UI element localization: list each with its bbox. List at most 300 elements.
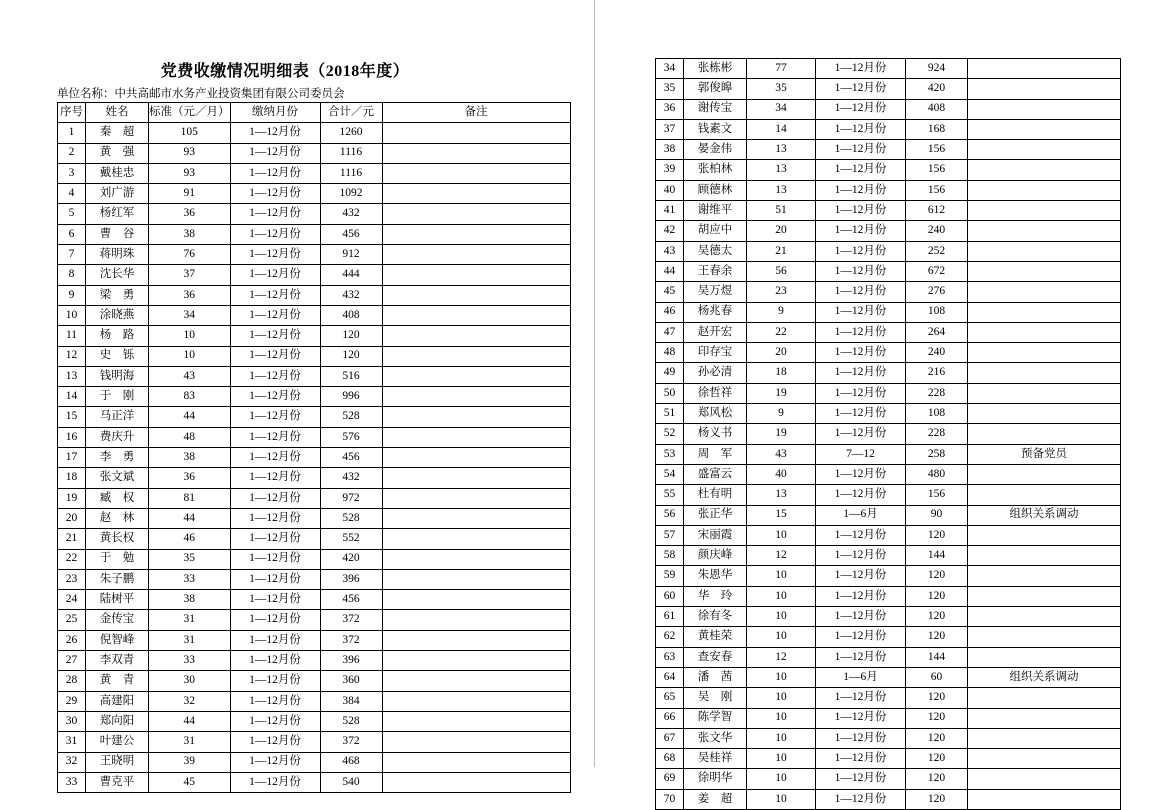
table-row	[58, 691, 571, 711]
cell-standard: 10	[747, 769, 816, 789]
cell-standard: 19	[747, 383, 816, 403]
cell-month: 1—12月份	[816, 688, 906, 708]
cell-note	[382, 346, 570, 366]
cell-standard: 10	[747, 586, 816, 606]
cell-name: 吴 刚	[684, 688, 747, 708]
table-row	[656, 627, 1121, 647]
cell-note	[968, 404, 1121, 424]
cell-note	[382, 711, 570, 731]
cell-note	[968, 59, 1121, 79]
cell-month: 1—12月份	[816, 302, 906, 322]
cell-note	[382, 752, 570, 772]
cell-seq: 50	[656, 383, 684, 403]
cell-note	[968, 647, 1121, 667]
cell-seq: 68	[656, 749, 684, 769]
cell-note	[382, 732, 570, 752]
cell-standard: 35	[747, 79, 816, 99]
cell-note	[968, 99, 1121, 119]
cell-name: 盛富云	[684, 464, 747, 484]
cell-standard: 46	[149, 529, 231, 549]
cell-standard: 33	[149, 569, 231, 589]
cell-month: 1—12月份	[230, 184, 320, 204]
cell-note	[382, 407, 570, 427]
cell-name: 杨红军	[86, 204, 149, 224]
cell-total: 1116	[320, 143, 382, 163]
cell-standard: 10	[149, 326, 231, 346]
cell-total: 228	[906, 383, 968, 403]
cell-note	[968, 586, 1121, 606]
cell-seq: 59	[656, 566, 684, 586]
cell-seq: 35	[656, 79, 684, 99]
cell-total: 60	[906, 667, 968, 687]
cell-note	[968, 282, 1121, 302]
cell-name: 孙必清	[684, 363, 747, 383]
header-std: 标准（元／月）	[149, 103, 231, 123]
cell-month: 1—12月份	[816, 282, 906, 302]
cell-seq: 19	[58, 488, 86, 508]
cell-name: 于 刚	[86, 387, 149, 407]
cell-note	[382, 448, 570, 468]
cell-seq: 66	[656, 708, 684, 728]
cell-note	[382, 143, 570, 163]
cell-month: 1—6月	[816, 505, 906, 525]
table-row	[58, 488, 571, 508]
cell-standard: 43	[747, 444, 816, 464]
cell-name: 张文华	[684, 728, 747, 748]
cell-note	[382, 671, 570, 691]
cell-standard: 15	[747, 505, 816, 525]
cell-seq: 32	[58, 752, 86, 772]
cell-month: 1—12月份	[230, 305, 320, 325]
table-row	[58, 224, 571, 244]
cell-month: 1—12月份	[230, 285, 320, 305]
cell-name: 查安春	[684, 647, 747, 667]
cell-note	[968, 546, 1121, 566]
table-row	[656, 302, 1121, 322]
cell-name: 曹 谷	[86, 224, 149, 244]
header-month: 缴纳月份	[230, 103, 320, 123]
cell-standard: 14	[747, 119, 816, 139]
cell-note: 组织关系调动	[968, 667, 1121, 687]
cell-seq: 43	[656, 241, 684, 261]
cell-month: 1—12月份	[816, 607, 906, 627]
table-row	[58, 732, 571, 752]
table-row	[656, 282, 1121, 302]
cell-month: 1—12月份	[230, 448, 320, 468]
cell-seq: 57	[656, 525, 684, 545]
cell-seq: 1	[58, 123, 86, 143]
cell-standard: 10	[747, 688, 816, 708]
cell-note	[968, 769, 1121, 789]
cell-month: 1—12月份	[230, 326, 320, 346]
cell-standard: 9	[747, 404, 816, 424]
cell-total: 120	[906, 789, 968, 809]
cell-month: 1—12月份	[816, 119, 906, 139]
cell-name: 钱明海	[86, 366, 149, 386]
cell-month: 1—12月份	[816, 343, 906, 363]
table-row	[58, 448, 571, 468]
cell-name: 高建阳	[86, 691, 149, 711]
table-row	[58, 245, 571, 265]
table-row	[656, 769, 1121, 789]
cell-total: 168	[906, 119, 968, 139]
cell-name: 倪智峰	[86, 630, 149, 650]
table-row	[656, 647, 1121, 667]
cell-total: 216	[906, 363, 968, 383]
cell-seq: 10	[58, 305, 86, 325]
table-row	[656, 485, 1121, 505]
table-row	[656, 261, 1121, 281]
cell-month: 1—12月份	[816, 383, 906, 403]
table-header-row	[58, 103, 571, 123]
cell-note	[382, 224, 570, 244]
cell-standard: 44	[149, 508, 231, 528]
cell-name: 杜有明	[684, 485, 747, 505]
cell-month: 1—12月份	[816, 647, 906, 667]
cell-total: 576	[320, 427, 382, 447]
table-row	[58, 711, 571, 731]
cell-month: 1—12月份	[230, 671, 320, 691]
cell-standard: 39	[149, 752, 231, 772]
cell-standard: 36	[149, 204, 231, 224]
cell-month: 1—12月份	[230, 508, 320, 528]
cell-note	[968, 180, 1121, 200]
table-row	[58, 346, 571, 366]
cell-month: 1—12月份	[230, 772, 320, 792]
cell-name: 史 铄	[86, 346, 149, 366]
cell-standard: 21	[747, 241, 816, 261]
cell-name: 张柏林	[684, 160, 747, 180]
cell-total: 156	[906, 180, 968, 200]
cell-name: 陈学智	[684, 708, 747, 728]
cell-standard: 40	[747, 464, 816, 484]
table-row	[656, 525, 1121, 545]
cell-total: 528	[320, 508, 382, 528]
cell-name: 华 玲	[684, 586, 747, 606]
cell-seq: 47	[656, 322, 684, 342]
cell-seq: 17	[58, 448, 86, 468]
cell-standard: 91	[149, 184, 231, 204]
cell-month: 1—12月份	[230, 387, 320, 407]
table-row	[58, 468, 571, 488]
cell-total: 120	[906, 728, 968, 748]
page-title: 党费收缴情况明细表（2018年度）	[160, 63, 410, 80]
cell-standard: 13	[747, 160, 816, 180]
cell-name: 赵开宏	[684, 322, 747, 342]
cell-total: 456	[320, 590, 382, 610]
cell-note	[968, 160, 1121, 180]
cell-seq: 30	[58, 711, 86, 731]
cell-standard: 33	[149, 651, 231, 671]
cell-total: 456	[320, 224, 382, 244]
cell-note	[382, 265, 570, 285]
cell-month: 1—12月份	[816, 180, 906, 200]
header-note: 备注	[382, 103, 570, 123]
cell-month: 1—12月份	[816, 525, 906, 545]
cell-standard: 10	[747, 667, 816, 687]
cell-total: 672	[906, 261, 968, 281]
cell-month: 1—12月份	[230, 427, 320, 447]
cell-month: 1—12月份	[230, 732, 320, 752]
cell-total: 432	[320, 204, 382, 224]
cell-month: 1—12月份	[230, 265, 320, 285]
cell-name: 李双青	[86, 651, 149, 671]
cell-note	[382, 549, 570, 569]
table-row	[656, 607, 1121, 627]
cell-standard: 38	[149, 224, 231, 244]
cell-total: 528	[320, 407, 382, 427]
cell-month: 1—12月份	[816, 140, 906, 160]
cell-note	[968, 221, 1121, 241]
cell-note	[968, 525, 1121, 545]
cell-month: 1—12月份	[816, 221, 906, 241]
cell-name: 黄长权	[86, 529, 149, 549]
cell-note	[968, 322, 1121, 342]
cell-name: 谢维平	[684, 201, 747, 221]
cell-total: 408	[320, 305, 382, 325]
cell-seq: 37	[656, 119, 684, 139]
cell-seq: 20	[58, 508, 86, 528]
cell-month: 1—12月份	[816, 261, 906, 281]
cell-name: 陆树平	[86, 590, 149, 610]
cell-total: 1092	[320, 184, 382, 204]
table-row	[656, 546, 1121, 566]
table-row	[58, 285, 571, 305]
cell-total: 120	[320, 346, 382, 366]
cell-month: 1—12月份	[816, 586, 906, 606]
cell-name: 周 军	[684, 444, 747, 464]
cell-note	[382, 427, 570, 447]
cell-name: 胡应中	[684, 221, 747, 241]
cell-name: 吴桂祥	[684, 749, 747, 769]
cell-seq: 39	[656, 160, 684, 180]
cell-total: 540	[320, 772, 382, 792]
cell-name: 黄 强	[86, 143, 149, 163]
cell-total: 552	[320, 529, 382, 549]
cell-name: 宋丽霞	[684, 525, 747, 545]
table-row	[58, 610, 571, 630]
cell-seq: 45	[656, 282, 684, 302]
cell-month: 1—12月份	[816, 769, 906, 789]
right-sheet	[595, 0, 1154, 805]
table-row	[58, 671, 571, 691]
cell-note	[968, 708, 1121, 728]
cell-total: 396	[320, 651, 382, 671]
cell-standard: 13	[747, 140, 816, 160]
cell-note	[968, 789, 1121, 809]
cell-month: 1—12月份	[816, 424, 906, 444]
cell-name: 王晓明	[86, 752, 149, 772]
cell-total: 384	[320, 691, 382, 711]
cell-standard: 44	[149, 407, 231, 427]
table-row	[58, 123, 571, 143]
cell-seq: 24	[58, 590, 86, 610]
cell-standard: 20	[747, 343, 816, 363]
cell-month: 1—12月份	[816, 201, 906, 221]
cell-note	[382, 529, 570, 549]
dues-table-left	[57, 102, 571, 793]
cell-note	[382, 366, 570, 386]
table-row	[58, 508, 571, 528]
cell-name: 潘 茜	[684, 667, 747, 687]
cell-note	[382, 651, 570, 671]
cell-name: 朱恩华	[684, 566, 747, 586]
table-row	[656, 140, 1121, 160]
cell-month: 1—12月份	[816, 749, 906, 769]
cell-month: 1—12月份	[230, 407, 320, 427]
cell-standard: 45	[149, 772, 231, 792]
cell-name: 徐明华	[684, 769, 747, 789]
cell-name: 叶建公	[86, 732, 149, 752]
table-row	[656, 505, 1121, 525]
table-row	[58, 752, 571, 772]
cell-note	[382, 305, 570, 325]
cell-standard: 12	[747, 546, 816, 566]
cell-note	[382, 691, 570, 711]
cell-month: 1—12月份	[230, 752, 320, 772]
cell-total: 372	[320, 610, 382, 630]
cell-month: 1—12月份	[816, 404, 906, 424]
table-row	[58, 590, 571, 610]
cell-note	[382, 590, 570, 610]
cell-note	[968, 363, 1121, 383]
cell-month: 1—12月份	[230, 691, 320, 711]
cell-standard: 10	[747, 525, 816, 545]
cell-month: 1—12月份	[230, 366, 320, 386]
cell-total: 372	[320, 732, 382, 752]
cell-month: 1—12月份	[816, 322, 906, 342]
cell-seq: 61	[656, 607, 684, 627]
cell-name: 钱素文	[684, 119, 747, 139]
cell-month: 1—6月	[816, 667, 906, 687]
cell-name: 朱子鹏	[86, 569, 149, 589]
cell-standard: 36	[149, 468, 231, 488]
cell-seq: 15	[58, 407, 86, 427]
cell-month: 1—12月份	[816, 485, 906, 505]
table-row	[58, 569, 571, 589]
cell-total: 360	[320, 671, 382, 691]
table-row	[58, 427, 571, 447]
cell-seq: 64	[656, 667, 684, 687]
cell-seq: 16	[58, 427, 86, 447]
cell-total: 120	[906, 566, 968, 586]
cell-total: 516	[320, 366, 382, 386]
cell-name: 吴德太	[684, 241, 747, 261]
cell-note	[968, 728, 1121, 748]
cell-month: 1—12月份	[816, 566, 906, 586]
cell-seq: 25	[58, 610, 86, 630]
cell-month: 1—12月份	[816, 627, 906, 647]
cell-name: 谢传宝	[684, 99, 747, 119]
cell-name: 杨兆春	[684, 302, 747, 322]
cell-note	[382, 123, 570, 143]
cell-seq: 51	[656, 404, 684, 424]
cell-name: 马正洋	[86, 407, 149, 427]
cell-note	[968, 343, 1121, 363]
cell-seq: 44	[656, 261, 684, 281]
cell-seq: 7	[58, 245, 86, 265]
cell-seq: 58	[656, 546, 684, 566]
table-row	[656, 241, 1121, 261]
table-row	[58, 204, 571, 224]
cell-seq: 69	[656, 769, 684, 789]
cell-month: 1—12月份	[816, 160, 906, 180]
cell-month: 1—12月份	[230, 590, 320, 610]
cell-month: 1—12月份	[230, 630, 320, 650]
cell-name: 印存宝	[684, 343, 747, 363]
cell-total: 108	[906, 404, 968, 424]
cell-name: 梁 勇	[86, 285, 149, 305]
cell-note: 组织关系调动	[968, 505, 1121, 525]
cell-name: 刘广游	[86, 184, 149, 204]
cell-total: 156	[906, 485, 968, 505]
cell-seq: 53	[656, 444, 684, 464]
table-row	[656, 688, 1121, 708]
table-row	[656, 160, 1121, 180]
cell-month: 7—12	[816, 444, 906, 464]
cell-standard: 38	[149, 590, 231, 610]
cell-note	[968, 424, 1121, 444]
table-row	[656, 424, 1121, 444]
cell-seq: 12	[58, 346, 86, 366]
cell-standard: 31	[149, 610, 231, 630]
dues-table-right	[655, 58, 1121, 810]
cell-total: 240	[906, 343, 968, 363]
cell-note	[968, 241, 1121, 261]
cell-total: 468	[320, 752, 382, 772]
cell-seq: 21	[58, 529, 86, 549]
cell-standard: 34	[747, 99, 816, 119]
cell-name: 张正华	[684, 505, 747, 525]
cell-name: 杨 路	[86, 326, 149, 346]
cell-seq: 14	[58, 387, 86, 407]
cell-month: 1—12月份	[816, 79, 906, 99]
cell-name: 秦 超	[86, 123, 149, 143]
cell-standard: 10	[149, 346, 231, 366]
cell-standard: 10	[747, 708, 816, 728]
cell-month: 1—12月份	[230, 346, 320, 366]
cell-standard: 77	[747, 59, 816, 79]
cell-note	[382, 569, 570, 589]
cell-seq: 54	[656, 464, 684, 484]
cell-total: 108	[906, 302, 968, 322]
cell-name: 涂晓燕	[86, 305, 149, 325]
cell-note	[968, 566, 1121, 586]
cell-seq: 65	[656, 688, 684, 708]
table-row	[58, 407, 571, 427]
cell-note	[382, 488, 570, 508]
cell-total: 456	[320, 448, 382, 468]
cell-seq: 63	[656, 647, 684, 667]
unit-value: 中共高邮市水务产业投资集团有限公司委员会	[114, 88, 345, 100]
cell-seq: 70	[656, 789, 684, 809]
cell-total: 396	[320, 569, 382, 589]
cell-note	[968, 119, 1121, 139]
cell-standard: 83	[149, 387, 231, 407]
unit-label: 单位名称：	[57, 88, 115, 100]
table-row	[58, 366, 571, 386]
cell-month: 1—12月份	[816, 99, 906, 119]
cell-seq: 38	[656, 140, 684, 160]
cell-standard: 48	[149, 427, 231, 447]
cell-total: 444	[320, 265, 382, 285]
cell-seq: 8	[58, 265, 86, 285]
cell-note	[382, 204, 570, 224]
cell-month: 1—12月份	[230, 123, 320, 143]
cell-month: 1—12月份	[230, 569, 320, 589]
cell-seq: 2	[58, 143, 86, 163]
cell-total: 156	[906, 140, 968, 160]
